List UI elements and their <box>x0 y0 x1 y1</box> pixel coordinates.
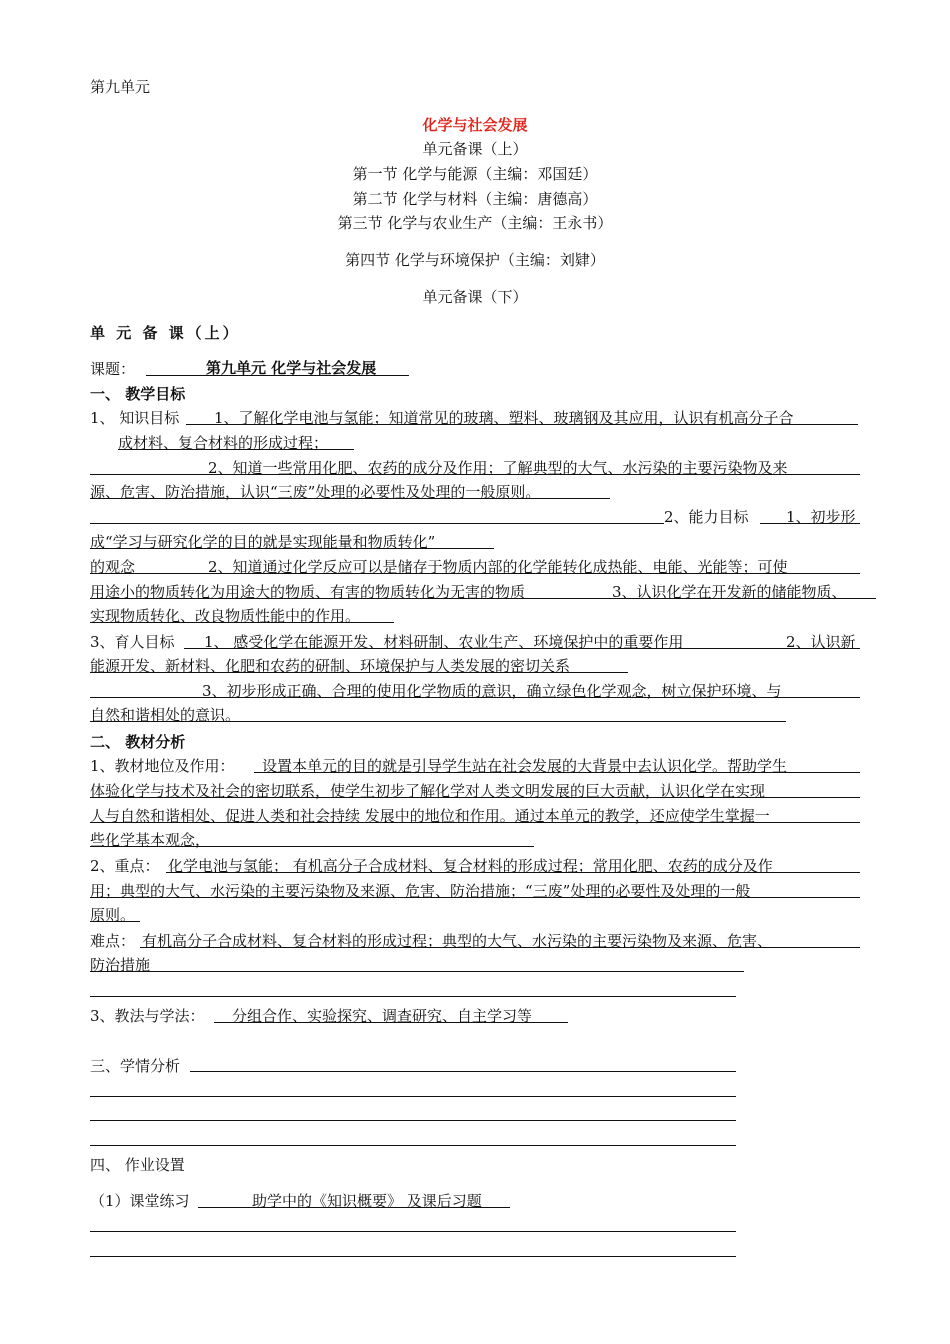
position-line: 设置本单元的目的就是引导学生站在社会发展的大背景中去认识化学。帮助学生 <box>262 757 788 775</box>
ability-line: 用途小的物质转化为用途大的物质、有害的物质转化为无害的物质 <box>90 583 526 601</box>
moral-label: 3、育人目标 <box>90 633 175 651</box>
moral-line: 3、初步形成正确、合理的使用化学物质的意识，确立绿色化学观念，树立保护环境、与 <box>202 682 782 700</box>
method-value: 分组合作、实验探究、调查研究、自主学习等 <box>232 1007 533 1025</box>
knowledge-line: 源、危害、防治措施，认识“三废”处理的必要性及处理的一般原则。 <box>90 483 541 501</box>
key-line: 化学电池与氢能； 有机高分子合成材料、复合材料的形成过程；常用化肥、农药的成分及作 <box>168 857 773 875</box>
class-practice-label: （1）课堂练习 <box>90 1192 190 1210</box>
knowledge-line: 2、知道一些常用化肥、农药的成分及作用；了解典型的大气、水污染的主要污染物及来 <box>208 459 788 477</box>
position-label: 1、教材地位及作用： <box>90 757 235 775</box>
key-label: 2、重点： <box>90 857 160 875</box>
ability-line: 3、认识化学在开发新的储能物质、 <box>612 583 847 601</box>
position-line: 些化学基本观念， <box>90 831 211 849</box>
topic-label: 课题： <box>90 360 136 378</box>
ability-label: 2、能力目标 <box>664 508 749 526</box>
ability-line: 的观念 <box>90 558 136 576</box>
position-line: 人与自然和谐相处、促进人类和社会持续 发展中的地位和作用。通过本单元的教学，还应使学生掌握一 <box>90 807 770 825</box>
position-line: 体验化学与技术及社会的密切联系，使学生初步了解化学对人类文明发展的巨大贡献，认识化学在实现 <box>90 782 766 800</box>
moral-line: 能源开发、新材料、化肥和农药的研制、环境保护与人类发展的密切关系 <box>90 657 571 675</box>
key-line: 原则。 <box>90 906 136 924</box>
class-practice-value: 助学中的《知识概要》 及课后习题 <box>252 1192 482 1210</box>
ability-line: 1、初步形 <box>786 508 856 526</box>
difficult-line: 防治措施 <box>90 956 151 974</box>
prep-down-title: 单元备课（下） <box>422 288 528 306</box>
key-line: 用；典型的大气、水污染的主要污染物及来源、危害、防治措施；“三废”处理的必要性及处理的一般 <box>90 882 751 900</box>
knowledge-line: 1、了解化学电池与氢能；知道常见的玻璃、塑料、玻璃钢及其应用，认识有机高分子合 <box>214 409 794 427</box>
topic-value: 第九单元 化学与社会发展 <box>206 359 377 377</box>
section-item: 第四节 化学与环境保护（主编：刘肄） <box>345 251 605 269</box>
difficult-label: 难点： <box>90 932 136 950</box>
unit-label: 第九单元 <box>90 78 151 96</box>
ability-line: 2、知道通过化学反应可以是储存于物质内部的化学能转化成热能、电能、光能等；可使 <box>208 558 788 576</box>
prep-heading: 单 元 备 课（上） <box>90 324 241 342</box>
homework-heading: 四、 作业设置 <box>90 1156 185 1174</box>
moral-line: 1、 感受化学在能源开发、材料研制、农业生产、环境保护中的重要作用 <box>204 633 684 651</box>
knowledge-line: 成材料、复合材料的形成过程； <box>118 434 329 452</box>
section-item: 第二节 化学与材料（主编：唐德高） <box>352 190 598 208</box>
ability-line: 成“学习与研究化学的目的就是实现能量和物质转化” <box>90 533 436 551</box>
section-item: 第一节 化学与能源（主编：邓国廷） <box>352 165 598 183</box>
method-label: 3、教法与学法： <box>90 1007 205 1025</box>
learner-heading: 三、学情分析 <box>90 1057 181 1075</box>
analysis-heading: 二、 教材分析 <box>90 733 186 751</box>
moral-line: 2、认识新 <box>786 633 856 651</box>
page-title: 化学与社会发展 <box>422 116 528 134</box>
knowledge-label: 1、 知识目标 <box>90 409 180 427</box>
moral-line: 自然和谐相处的意识。 <box>90 706 241 724</box>
goals-heading: 一、 教学目标 <box>90 385 186 403</box>
prep-up-title: 单元备课（上） <box>422 140 528 158</box>
section-item: 第三节 化学与农业生产（主编：王永书） <box>337 214 613 232</box>
difficult-line: 有机高分子合成材料、复合材料的形成过程；典型的大气、水污染的主要污染物及来源、危害、 <box>142 932 773 950</box>
ability-line: 实现物质转化、改良物质性能中的作用。 <box>90 607 361 625</box>
